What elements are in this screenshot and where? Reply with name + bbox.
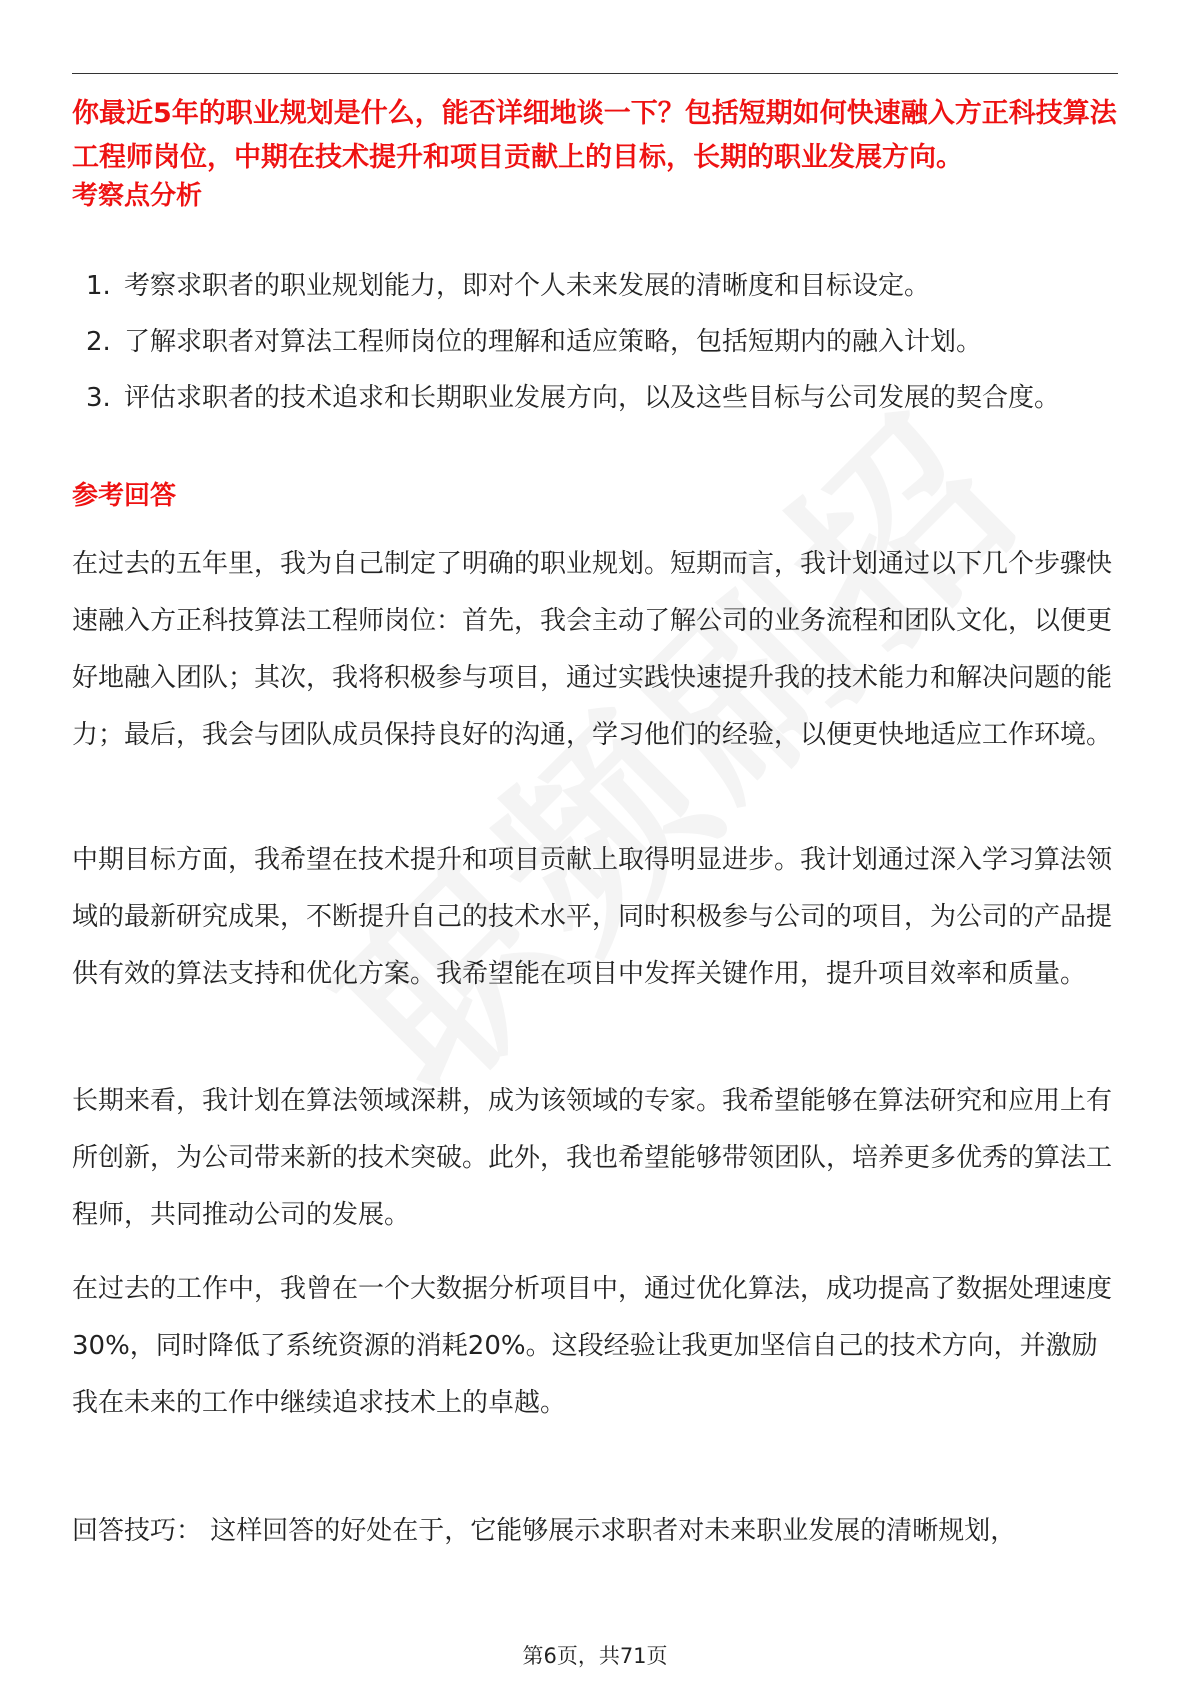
list-item-number: 3. bbox=[86, 383, 111, 413]
answer-paragraph: 在过去的五年里，我为自己制定了明确的职业规划。短期而言，我计划通过以下几个步骤快速融入方正科技算法工程师岗位：首先，我会主动了解公司的业务流程和团队文化，以便更好地融入团队；其次，我将积极参与项目，通过实践快速提升我的技术能力和解决问题的能力；最后，我会与团队成员保持良好的沟通，学习他们的经验，以便更快地适应工作环境。 bbox=[72, 549, 1113, 750]
question-heading: 你最近5年的职业规划是什么，能否详细地谈一下？包括短期如何快速融入方正科技算法工程师岗位，中期在技术提升和项目贡献上的目标，长期的职业发展方向。 bbox=[72, 98, 1117, 173]
list-item bbox=[86, 370, 1126, 426]
reference-title: 参考回答 bbox=[72, 481, 177, 511]
list-item-text: 了解求职者对算法工程师岗位的理解和适应策略，包括短期内的融入计划。 bbox=[124, 327, 983, 357]
answer-paragraph: 中期目标方面，我希望在技术提升和项目贡献上取得明显进步。我计划通过深入学习算法领域的最新研究成果，不断提升自己的技术水平，同时积极参与公司的项目，为公司的产品提供有效的算法支持和优化方案。我希望能在项目中发挥关键作用，提升项目效率和质量。 bbox=[72, 845, 1113, 989]
list-item bbox=[86, 258, 1126, 314]
list-item bbox=[86, 314, 1126, 370]
list-item-text: 考察求职者的职业规划能力，即对个人未来发展的清晰度和目标设定。 bbox=[124, 271, 931, 301]
list-item-text: 评估求职者的技术追求和长期职业发展方向，以及这些目标与公司发展的契合度。 bbox=[124, 383, 1061, 413]
list-item-number: 2. bbox=[86, 327, 111, 357]
analysis-title: 考察点分析 bbox=[72, 181, 203, 211]
top-divider bbox=[72, 73, 1118, 74]
answer-paragraph: 在过去的工作中，我曾在一个大数据分析项目中，通过优化算法，成功提高了数据处理速度30%，同时降低了系统资源的消耗20%。这段经验让我更加坚信自己的技术方向，并激励我在未来的工作中继续追求技术上的卓越。 bbox=[72, 1274, 1113, 1418]
page-number: 第6页，共71页 bbox=[522, 1644, 668, 1668]
answer-paragraph: 长期来看，我计划在算法领域深耕，成为该领域的专家。我希望能够在算法研究和应用上有所创新，为公司带来新的技术突破。此外，我也希望能够带领团队，培养更多优秀的算法工程师，共同推动公司的发展。 bbox=[72, 1086, 1113, 1230]
analysis-list bbox=[86, 258, 1126, 426]
tips-paragraph: 回答技巧： 这样回答的好处在于，它能够展示求职者对未来职业发展的清晰规划， bbox=[72, 1516, 1017, 1546]
list-item-number: 1. bbox=[86, 271, 111, 301]
